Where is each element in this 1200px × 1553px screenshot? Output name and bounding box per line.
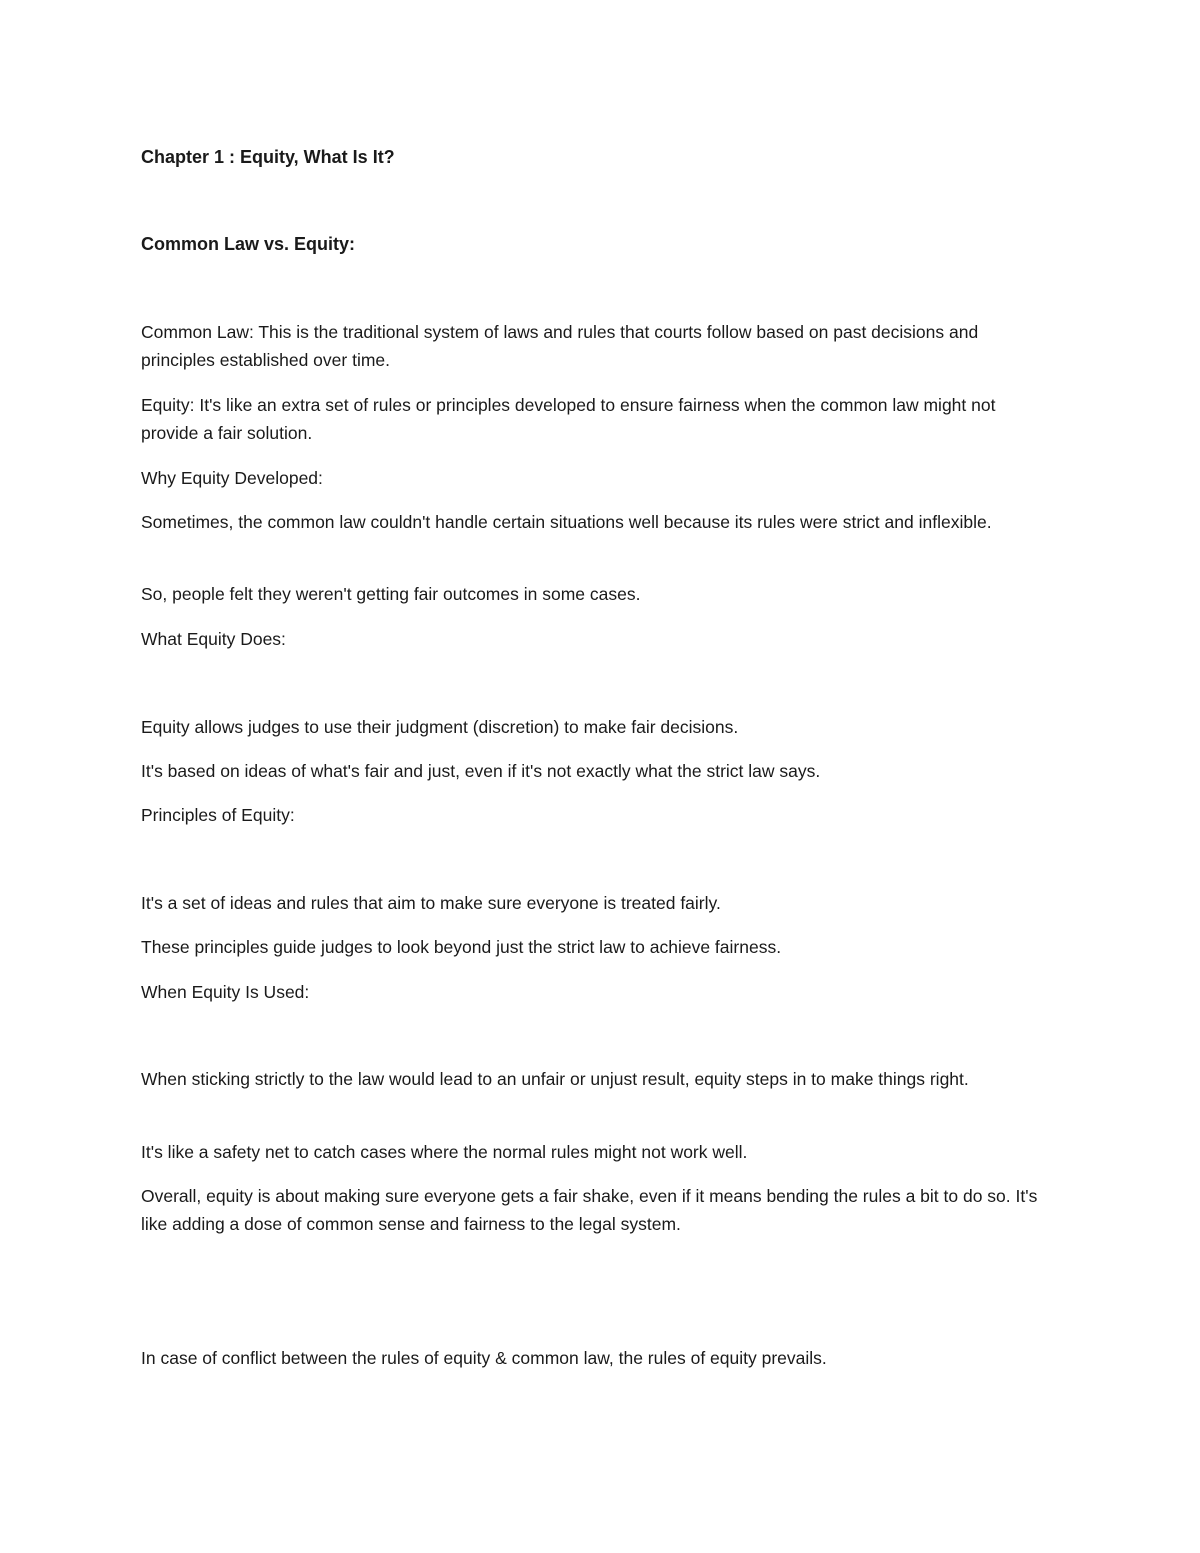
paragraph-when-1: When sticking strictly to the law would lead to an unfair or unjust result, equity steps in to make things right. <box>141 1069 969 1089</box>
paragraph-when-2: It's like a safety net to catch cases where the normal rules might not work well. <box>141 1142 748 1162</box>
chapter-title: Chapter 1 : Equity, What Is It? <box>141 147 395 167</box>
paragraph-conflict: In case of conflict between the rules of equity & common law, the rules of equity prevails. <box>141 1348 827 1368</box>
paragraph-what-2: It's based on ideas of what's fair and just, even if it's not exactly what the strict law says. <box>141 761 821 781</box>
paragraph-principles-2: These principles guide judges to look beyond just the strict law to achieve fairness. <box>141 937 782 957</box>
subheading-why-equity-developed: Why Equity Developed: <box>141 468 323 488</box>
paragraph-principles-1: It's a set of ideas and rules that aim to make sure everyone is treated fairly. <box>141 893 721 913</box>
paragraph-equity-definition: Equity: It's like an extra set of rules or principles developed to ensure fairness when the common law might not provide a fair solution. <box>141 395 996 443</box>
subheading-when-equity-is-used: When Equity Is Used: <box>141 982 310 1002</box>
subheading-what-equity-does: What Equity Does: <box>141 629 286 649</box>
paragraph-why-2: So, people felt they weren't getting fair outcomes in some cases. <box>141 584 641 604</box>
paragraph-overall: Overall, equity is about making sure everyone gets a fair shake, even if it means bending the rules a bit to do so. It's like adding a dose of common sense and fairness to the legal system. <box>141 1186 1038 1234</box>
paragraph-why-1: Sometimes, the common law couldn't handle certain situations well because its rules were strict and inflexible. <box>141 512 992 532</box>
subheading-principles-of-equity: Principles of Equity: <box>141 805 295 825</box>
section-title: Common Law vs. Equity: <box>141 234 356 254</box>
paragraph-what-1: Equity allows judges to use their judgment (discretion) to make fair decisions. <box>141 717 739 737</box>
paragraph-common-law: Common Law: This is the traditional system of laws and rules that courts follow based on past decisions and principles established over time. <box>141 322 979 370</box>
